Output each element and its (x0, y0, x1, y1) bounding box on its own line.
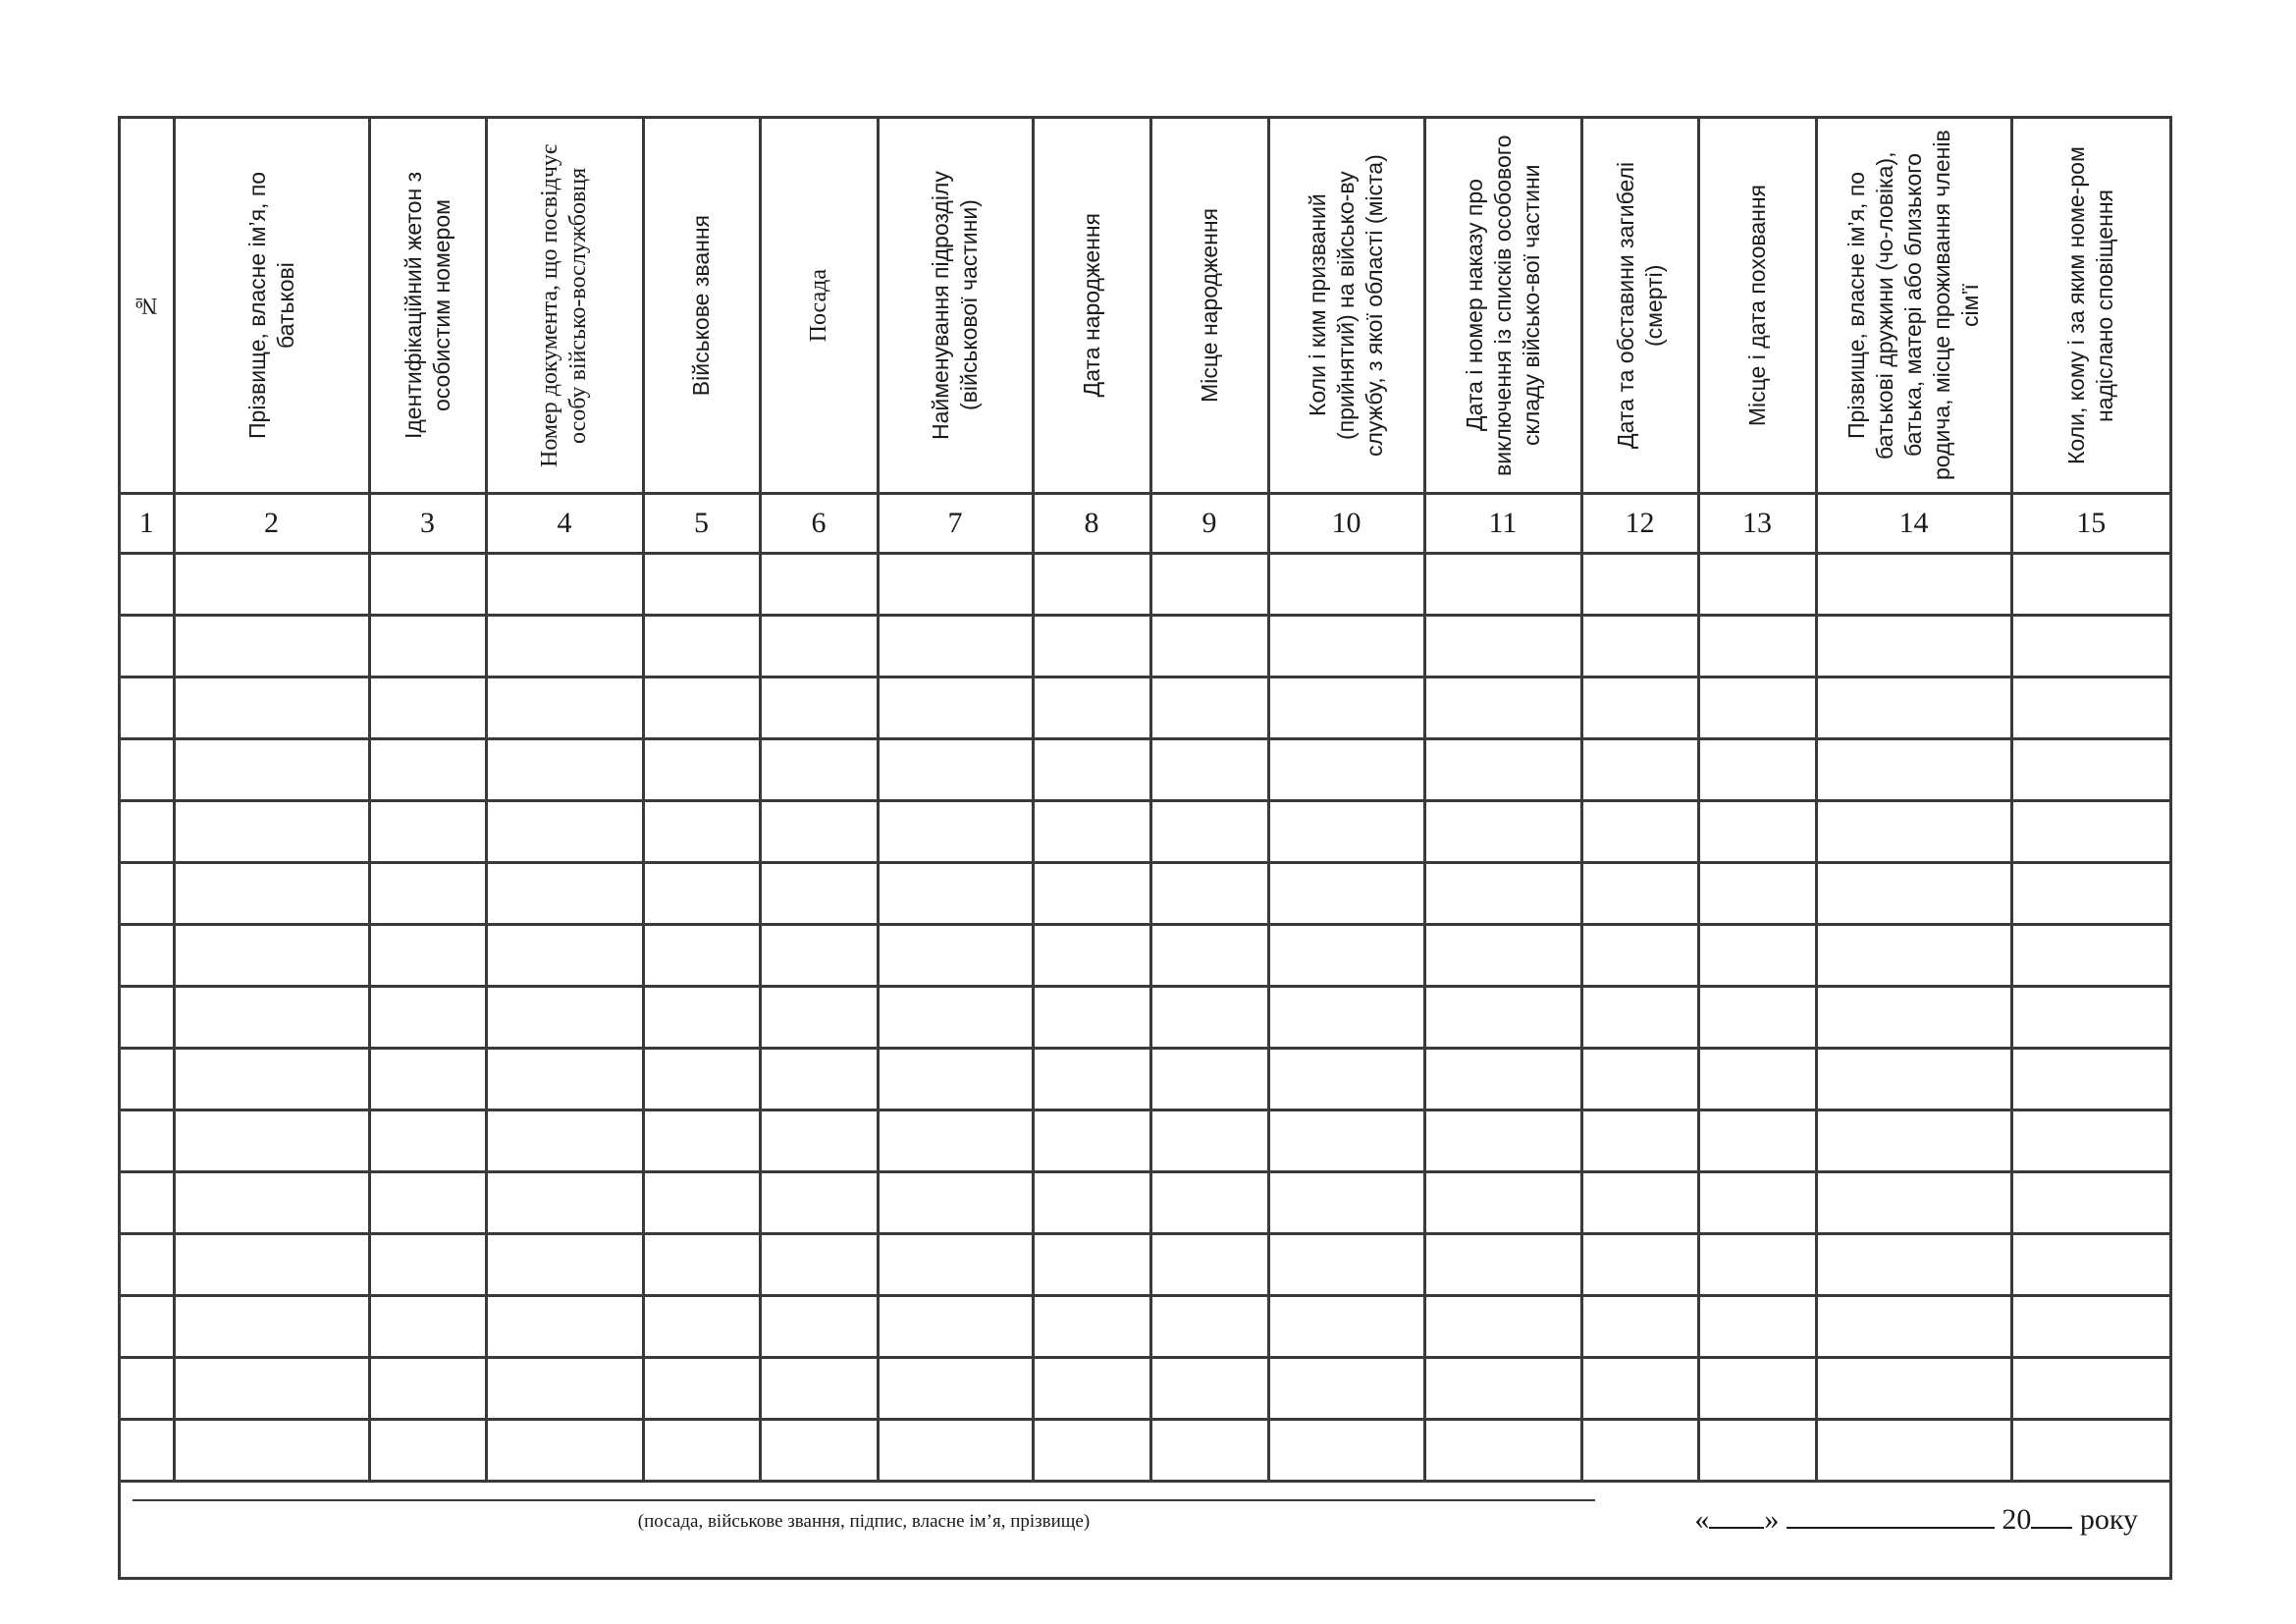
table-row (121, 925, 2169, 987)
notification-form (118, 116, 2172, 1580)
table-cell[interactable] (1268, 1234, 1424, 1296)
table-cell[interactable] (643, 1234, 760, 1296)
header-cell-military-rank (643, 119, 760, 494)
table-cell[interactable] (1150, 554, 1268, 616)
table-cell[interactable] (486, 1234, 643, 1296)
table-cell[interactable] (174, 1172, 369, 1234)
table-cell[interactable] (1268, 987, 1424, 1049)
table-cell[interactable] (1698, 1049, 1816, 1110)
table-cell[interactable] (121, 1296, 174, 1358)
column-number: 1 (121, 494, 174, 554)
table-cell[interactable] (760, 863, 878, 925)
table-cell[interactable] (878, 801, 1033, 863)
table-cell[interactable] (878, 616, 1033, 677)
table-cell[interactable] (1816, 616, 2011, 677)
table-cell[interactable] (878, 1234, 1033, 1296)
table-cell[interactable] (643, 1049, 760, 1110)
table-cell[interactable] (878, 1172, 1033, 1234)
table-cell[interactable] (1698, 1296, 1816, 1358)
column-number: 15 (2011, 494, 2169, 554)
table-cell[interactable] (1698, 554, 1816, 616)
table-cell[interactable] (1816, 1049, 2011, 1110)
signature-line[interactable] (133, 1499, 1595, 1501)
table-cell[interactable] (1268, 739, 1424, 801)
table-cell[interactable] (2011, 1358, 2169, 1420)
table-cell[interactable] (1033, 1110, 1150, 1172)
table-cell[interactable] (486, 987, 643, 1049)
table-cell[interactable] (2011, 987, 2169, 1049)
table-cell[interactable] (1581, 1296, 1698, 1358)
table-cell[interactable] (121, 1049, 174, 1110)
table-cell[interactable] (2011, 677, 2169, 739)
header-label: Дата та обставини загибелі (смерті) (1612, 161, 1667, 450)
table-cell[interactable] (1033, 554, 1150, 616)
table-cell[interactable] (1033, 1049, 1150, 1110)
table-cell[interactable] (643, 739, 760, 801)
records-table (121, 119, 2169, 1483)
table-cell[interactable] (760, 925, 878, 987)
table-cell[interactable] (1581, 616, 1698, 677)
table-cell[interactable] (1150, 1296, 1268, 1358)
table-cell[interactable] (1698, 1358, 1816, 1420)
table-cell[interactable] (1268, 925, 1424, 987)
header-label: № (133, 293, 159, 318)
table-cell[interactable] (1033, 739, 1150, 801)
header-row (121, 119, 2169, 494)
table-cell[interactable] (760, 1358, 878, 1420)
table-cell[interactable] (121, 1110, 174, 1172)
header-label: Військове звання (688, 214, 714, 397)
table-cell[interactable] (369, 987, 486, 1049)
table-cell[interactable] (1424, 554, 1581, 616)
table-cell[interactable] (1150, 1172, 1268, 1234)
column-number: 14 (1816, 494, 2011, 554)
table-cell[interactable] (1698, 1172, 1816, 1234)
table-cell[interactable] (486, 1172, 643, 1234)
table-cell[interactable] (1424, 1358, 1581, 1420)
year-suffix: року (2079, 1503, 2138, 1536)
column-number-row (121, 494, 2169, 554)
year-prefix: 20 (2002, 1503, 2032, 1536)
table-cell[interactable] (878, 554, 1033, 616)
table-cell[interactable] (1268, 554, 1424, 616)
date-open-quote: « (1694, 1503, 1710, 1536)
table-cell[interactable] (1268, 1358, 1424, 1420)
header-label: Дата і номер наказу про виключення із списків особового складу військо-вої частини (1461, 135, 1544, 476)
header-cell-conscription (1268, 119, 1424, 494)
column-number: 5 (643, 494, 760, 554)
table-cell[interactable] (486, 1296, 643, 1358)
table-cell[interactable] (1150, 677, 1268, 739)
table-cell[interactable] (1424, 925, 1581, 987)
table-cell[interactable] (1033, 1172, 1150, 1234)
table-cell[interactable] (1424, 1172, 1581, 1234)
header-cell-id-tag (369, 119, 486, 494)
table-cell[interactable] (1033, 801, 1150, 863)
table-cell[interactable] (760, 1234, 878, 1296)
table-cell[interactable] (1424, 987, 1581, 1049)
table-cell[interactable] (1268, 863, 1424, 925)
table-cell[interactable] (486, 863, 643, 925)
table-cell[interactable] (369, 1296, 486, 1358)
column-number: 10 (1268, 494, 1424, 554)
table-cell[interactable] (1424, 616, 1581, 677)
table-cell[interactable] (486, 925, 643, 987)
table-cell[interactable] (121, 1358, 174, 1420)
form-footer (121, 1460, 2169, 1577)
table-cell[interactable] (643, 1110, 760, 1172)
table-cell[interactable] (486, 1110, 643, 1172)
table-cell[interactable] (2011, 1110, 2169, 1172)
table-cell[interactable] (2011, 1049, 2169, 1110)
table-row (121, 1358, 2169, 1420)
column-number: 8 (1033, 494, 1150, 554)
table-cell[interactable] (643, 863, 760, 925)
table-row (121, 554, 2169, 616)
table-row (121, 739, 2169, 801)
table-cell[interactable] (643, 1358, 760, 1420)
table-cell[interactable] (878, 677, 1033, 739)
table-cell[interactable] (2011, 1234, 2169, 1296)
table-cell[interactable] (1816, 677, 2011, 739)
day-blank[interactable] (1709, 1505, 1764, 1529)
table-cell[interactable] (174, 1234, 369, 1296)
table-cell[interactable] (174, 1110, 369, 1172)
table-cell[interactable] (1424, 1234, 1581, 1296)
table-cell[interactable] (1816, 1234, 2011, 1296)
table-cell[interactable] (1424, 1049, 1581, 1110)
header-label: Найменування підрозділу (військової частини) (928, 171, 982, 440)
table-cell[interactable] (174, 554, 369, 616)
table-cell[interactable] (1581, 987, 1698, 1049)
table-cell[interactable] (121, 554, 174, 616)
signature-caption: (посада, військове звання, підпис, власне ім’я, прізвище) (637, 1511, 1091, 1532)
table-cell[interactable] (760, 554, 878, 616)
table-cell[interactable] (369, 1110, 486, 1172)
table-cell[interactable] (1581, 863, 1698, 925)
table-cell[interactable] (1698, 616, 1816, 677)
table-cell[interactable] (1424, 801, 1581, 863)
table-cell[interactable] (1424, 677, 1581, 739)
table-cell[interactable] (878, 925, 1033, 987)
table-cell[interactable] (643, 1296, 760, 1358)
table-cell[interactable] (1150, 1110, 1268, 1172)
table-cell[interactable] (760, 616, 878, 677)
table-cell[interactable] (760, 1049, 878, 1110)
header-cell-exclusion-order (1424, 119, 1581, 494)
table-cell[interactable] (1268, 1110, 1424, 1172)
table-cell[interactable] (121, 801, 174, 863)
table-cell[interactable] (486, 739, 643, 801)
column-number: 2 (174, 494, 369, 554)
table-cell[interactable] (1698, 925, 1816, 987)
date-field (1694, 1503, 2138, 1537)
table-cell[interactable] (643, 925, 760, 987)
table-row (121, 987, 2169, 1049)
header-cell-burial (1698, 119, 1816, 494)
header-cell-position (760, 119, 878, 494)
table-cell[interactable] (878, 1110, 1033, 1172)
table-cell[interactable] (174, 801, 369, 863)
table-cell[interactable] (878, 1049, 1033, 1110)
table-cell[interactable] (2011, 554, 2169, 616)
table-cell[interactable] (1150, 616, 1268, 677)
table-row (121, 801, 2169, 863)
header-label: Посада (805, 268, 831, 343)
table-cell[interactable] (1150, 987, 1268, 1049)
table-cell[interactable] (369, 677, 486, 739)
table-cell[interactable] (1816, 1172, 2011, 1234)
table-cell[interactable] (1268, 801, 1424, 863)
header-label: Коли і ким призваний (прийнятий) на військо-ву службу, з якої області (міста) (1305, 154, 1387, 457)
table-cell[interactable] (174, 863, 369, 925)
column-number: 3 (369, 494, 486, 554)
column-number: 6 (760, 494, 878, 554)
table-cell[interactable] (1816, 801, 2011, 863)
table-cell[interactable] (121, 987, 174, 1049)
month-blank[interactable] (1787, 1505, 1995, 1529)
table-cell[interactable] (1424, 739, 1581, 801)
table-row (121, 677, 2169, 739)
table-cell[interactable] (121, 616, 174, 677)
header-cell-relatives (1816, 119, 2011, 494)
table-cell[interactable] (486, 616, 643, 677)
table-cell[interactable] (1150, 925, 1268, 987)
table-cell[interactable] (174, 1049, 369, 1110)
table-cell[interactable] (1268, 1049, 1424, 1110)
table-cell[interactable] (121, 739, 174, 801)
table-cell[interactable] (1033, 1358, 1150, 1420)
table-cell[interactable] (1424, 1110, 1581, 1172)
table-cell[interactable] (1698, 677, 1816, 739)
table-cell[interactable] (2011, 863, 2169, 925)
table-cell[interactable] (1150, 739, 1268, 801)
table-cell[interactable] (1816, 1296, 2011, 1358)
header-cell-full-name (174, 119, 369, 494)
table-cell[interactable] (1424, 863, 1581, 925)
table-cell[interactable] (121, 1172, 174, 1234)
table-cell[interactable] (1816, 1358, 2011, 1420)
table-cell[interactable] (1816, 1110, 2011, 1172)
table-cell[interactable] (174, 677, 369, 739)
header-label: Коли, кому і за яким номе-ром надіслано сповіщення (2063, 146, 2118, 464)
table-cell[interactable] (1033, 925, 1150, 987)
header-cell-death-circumstances (1581, 119, 1698, 494)
table-cell[interactable] (369, 925, 486, 987)
table-cell[interactable] (760, 1296, 878, 1358)
table-cell[interactable] (1033, 616, 1150, 677)
table-cell[interactable] (760, 1172, 878, 1234)
header-cell-notification (2011, 119, 2169, 494)
column-number: 9 (1150, 494, 1268, 554)
table-cell[interactable] (1698, 801, 1816, 863)
table-row (121, 1110, 2169, 1172)
table-cell[interactable] (1581, 1358, 1698, 1420)
table-cell[interactable] (1816, 987, 2011, 1049)
table-cell[interactable] (760, 677, 878, 739)
header-cell-birth-date (1033, 119, 1150, 494)
table-cell[interactable] (369, 1049, 486, 1110)
table-cell[interactable] (369, 1234, 486, 1296)
table-cell[interactable] (174, 1358, 369, 1420)
table-cell[interactable] (1581, 677, 1698, 739)
table-cell[interactable] (486, 1049, 643, 1110)
column-number: 11 (1424, 494, 1581, 554)
table-row (121, 1172, 2169, 1234)
header-cell-unit-name (878, 119, 1033, 494)
header-label: Дата народження (1078, 213, 1104, 398)
header-label: Місце народження (1196, 208, 1222, 403)
table-cell[interactable] (2011, 616, 2169, 677)
column-number: 12 (1581, 494, 1698, 554)
table-cell[interactable] (2011, 925, 2169, 987)
table-cell[interactable] (878, 987, 1033, 1049)
table-cell[interactable] (878, 1358, 1033, 1420)
table-cell[interactable] (878, 1296, 1033, 1358)
table-cell[interactable] (1150, 1049, 1268, 1110)
column-number: 4 (486, 494, 643, 554)
table-cell[interactable] (369, 1358, 486, 1420)
table-cell[interactable] (2011, 801, 2169, 863)
table-cell[interactable] (643, 616, 760, 677)
table-cell[interactable] (486, 801, 643, 863)
table-cell[interactable] (1268, 1296, 1424, 1358)
table-cell[interactable] (643, 554, 760, 616)
table-cell[interactable] (1268, 677, 1424, 739)
table-cell[interactable] (1816, 863, 2011, 925)
table-cell[interactable] (1033, 863, 1150, 925)
table-cell[interactable] (1816, 925, 2011, 987)
table-cell[interactable] (1268, 1172, 1424, 1234)
table-cell[interactable] (121, 863, 174, 925)
table-cell[interactable] (486, 1358, 643, 1420)
header-cell-number (121, 119, 174, 494)
year-blank[interactable] (2031, 1505, 2072, 1529)
table-cell[interactable] (878, 739, 1033, 801)
table-cell[interactable] (1268, 616, 1424, 677)
table-cell[interactable] (1698, 739, 1816, 801)
header-label: Прізвище, власне ім’я, по батькові (243, 171, 298, 440)
table-cell[interactable] (1698, 1110, 1816, 1172)
table-cell[interactable] (643, 987, 760, 1049)
table-cell[interactable] (369, 554, 486, 616)
table-cell[interactable] (121, 1234, 174, 1296)
table-cell[interactable] (1150, 863, 1268, 925)
table-cell[interactable] (643, 1172, 760, 1234)
header-label: Ідентифікаційний жетон з особистим номером (400, 171, 454, 440)
header-label: Прізвище, власне ім’я, по батькові дружини (чо-ловіка), батька, матері або близького родича, місце проживання членів сім’ї (1843, 130, 1983, 481)
table-cell[interactable] (1150, 1234, 1268, 1296)
table-row (121, 1234, 2169, 1296)
header-cell-document-number (486, 119, 643, 494)
header-label: Місце і дата поховання (1743, 184, 1770, 427)
column-number: 7 (878, 494, 1033, 554)
table-cell[interactable] (174, 739, 369, 801)
table-cell[interactable] (643, 677, 760, 739)
table-cell[interactable] (2011, 1296, 2169, 1358)
table-cell[interactable] (1150, 801, 1268, 863)
table-cell[interactable] (878, 863, 1033, 925)
table-cell[interactable] (1033, 677, 1150, 739)
table-cell[interactable] (174, 925, 369, 987)
table-cell[interactable] (760, 987, 878, 1049)
header-label: Номер документа, що посвідчує особу військо-вослужбовця (537, 143, 591, 467)
date-close-quote: » (1764, 1503, 1780, 1536)
table-cell[interactable] (1581, 554, 1698, 616)
table-cell[interactable] (1581, 801, 1698, 863)
table-cell[interactable] (1150, 1358, 1268, 1420)
table-cell[interactable] (369, 739, 486, 801)
table-cell[interactable] (760, 1110, 878, 1172)
table-cell[interactable] (486, 677, 643, 739)
column-number: 13 (1698, 494, 1816, 554)
table-cell[interactable] (760, 739, 878, 801)
table-row (121, 1296, 2169, 1358)
table-cell[interactable] (1581, 1049, 1698, 1110)
table-cell[interactable] (174, 616, 369, 677)
table-cell[interactable] (643, 801, 760, 863)
table-cell[interactable] (1698, 987, 1816, 1049)
table-cell[interactable] (369, 863, 486, 925)
table-cell[interactable] (1033, 1234, 1150, 1296)
table-cell[interactable] (1581, 1172, 1698, 1234)
table-cell[interactable] (174, 987, 369, 1049)
table-cell[interactable] (760, 801, 878, 863)
table-cell[interactable] (1424, 1296, 1581, 1358)
table-cell[interactable] (369, 616, 486, 677)
table-row (121, 1049, 2169, 1110)
table-cell[interactable] (2011, 739, 2169, 801)
table-cell[interactable] (1581, 925, 1698, 987)
table-cell[interactable] (121, 925, 174, 987)
table-cell[interactable] (369, 1172, 486, 1234)
table-cell[interactable] (121, 677, 174, 739)
table-row (121, 863, 2169, 925)
table-cell[interactable] (1581, 739, 1698, 801)
table-cell[interactable] (369, 801, 486, 863)
table-cell[interactable] (1581, 1234, 1698, 1296)
table-cell[interactable] (1698, 863, 1816, 925)
table-cell[interactable] (1698, 1234, 1816, 1296)
table-cell[interactable] (174, 1296, 369, 1358)
table-cell[interactable] (2011, 1172, 2169, 1234)
table-cell[interactable] (1033, 987, 1150, 1049)
table-cell[interactable] (1816, 554, 2011, 616)
table-cell[interactable] (486, 554, 643, 616)
header-cell-birth-place (1150, 119, 1268, 494)
table-cell[interactable] (1033, 1296, 1150, 1358)
table-row (121, 616, 2169, 677)
table-cell[interactable] (1816, 739, 2011, 801)
table-cell[interactable] (1581, 1110, 1698, 1172)
